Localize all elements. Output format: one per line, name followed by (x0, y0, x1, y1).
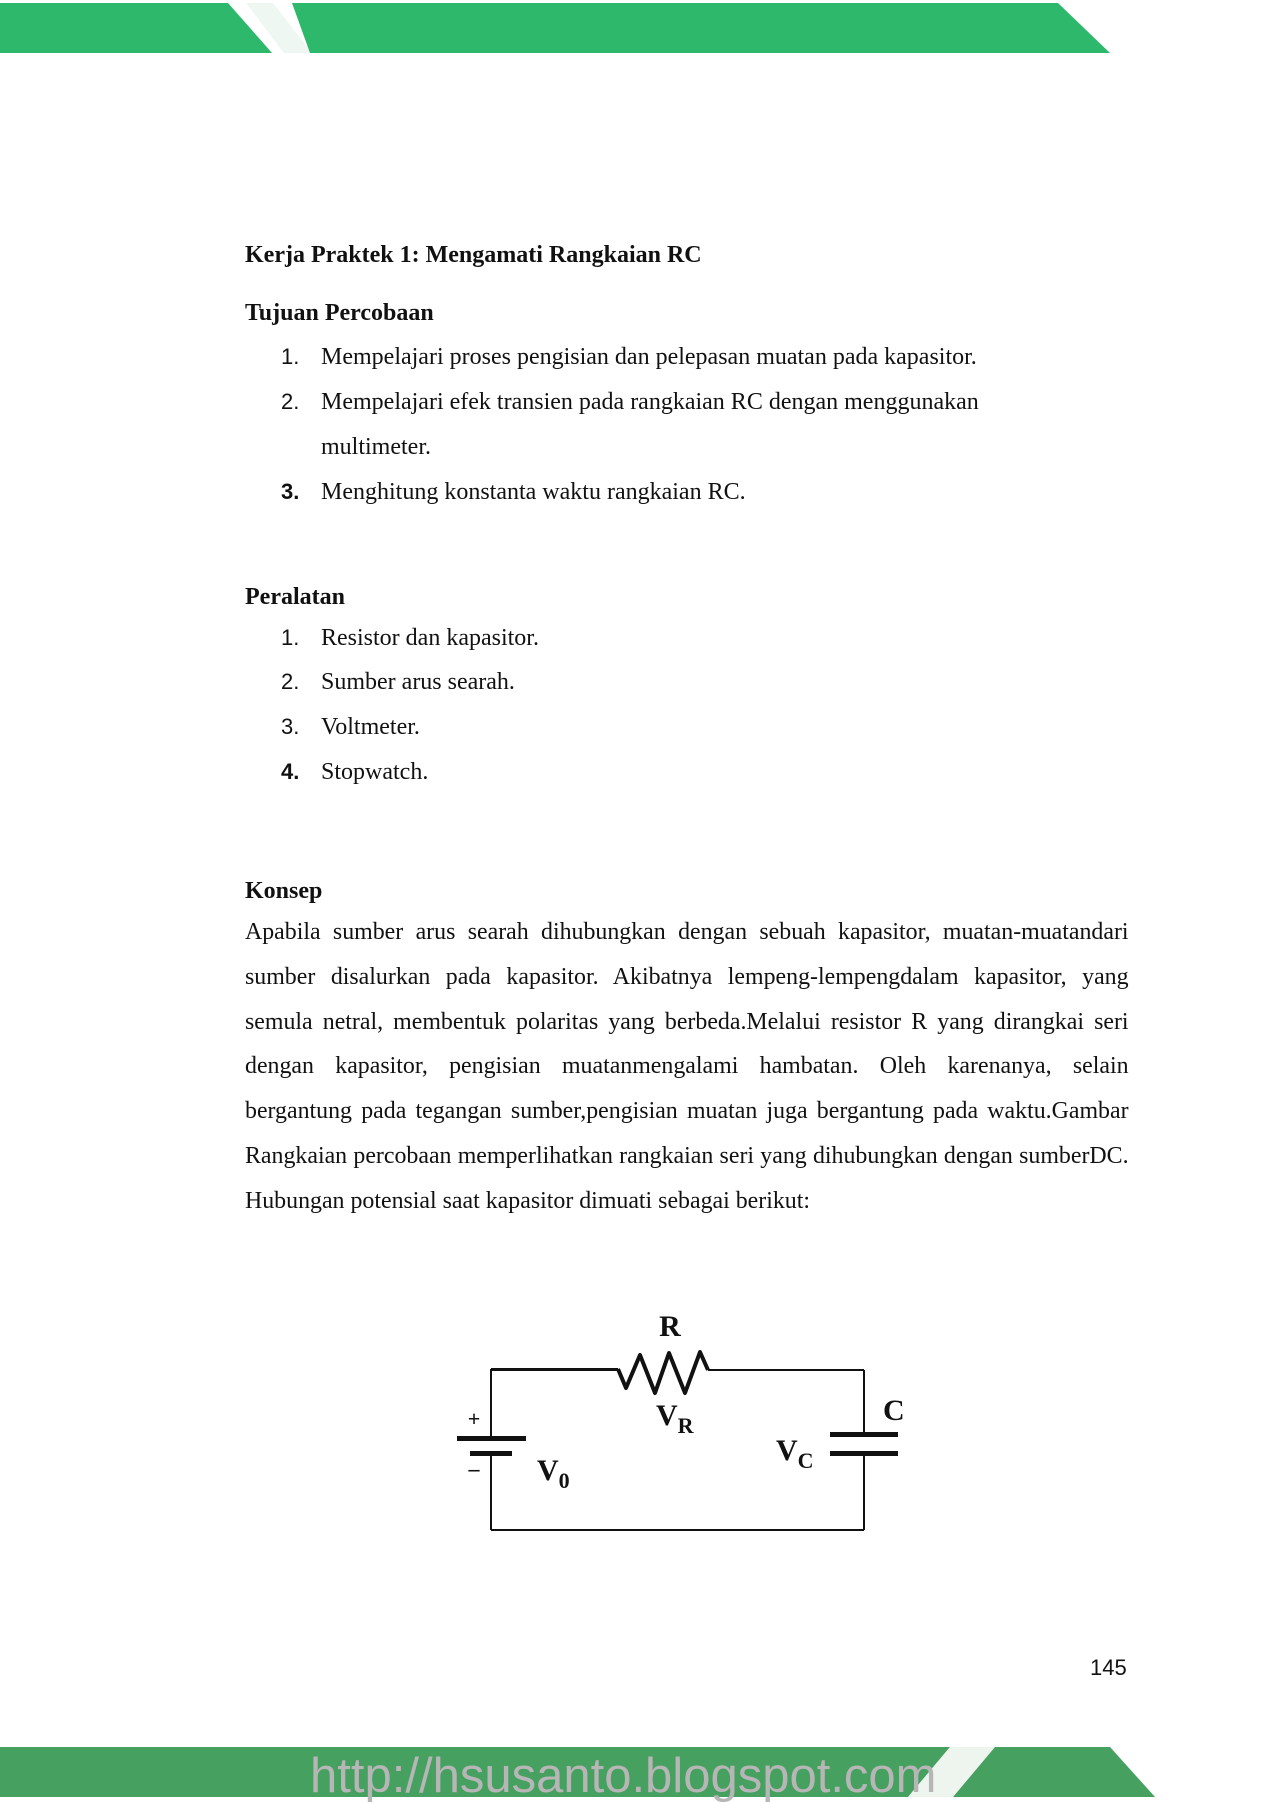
list-text: Resistor dan kapasitor. (321, 625, 539, 651)
footer-url[interactable]: http://hsusanto.blogspot.com (310, 1749, 937, 1803)
konsep-heading: Konsep (245, 878, 323, 904)
tujuan-item-1 (281, 344, 977, 371)
list-text: Stopwatch. (321, 759, 429, 785)
list-number: 4. (281, 759, 300, 784)
capacitor-voltage-label: $V_C$ (776, 1434, 814, 1473)
capacitor-plate-bottom (830, 1451, 898, 1456)
list-text: Voltmeter. (321, 714, 420, 740)
peralatan-item-3 (281, 714, 420, 741)
top-decorative-band (0, 0, 1272, 56)
list-number: 3. (281, 714, 300, 739)
list-number: 3. (281, 479, 300, 504)
source-voltage-label: $V_0$ (537, 1454, 570, 1493)
resistor-label: R (659, 1310, 681, 1343)
tujuan-item-3 (281, 479, 746, 506)
tujuan-item-2-continuation: multimeter. (321, 434, 431, 460)
minus-sign: – (468, 1456, 480, 1481)
resistor-voltage-label: $V_R$ (656, 1399, 694, 1438)
rc-circuit-diagram (440, 1300, 920, 1550)
konsep-paragraph: Apabila sumber arus searah dihubungkan dengan sebuah kapasitor, muatan-muatandari sumber disalurkan pada kapasitor. Akibatnya lempeng-lempengdalam kapasitor, yang semula netral, membentuk polaritas yang berbeda.Melalui resistor R yang dirangkai seri dengan kapasitor, pengisian muatanmengalami hambatan. Oleh karenanya, selain bergantung pada tegangan sumber,pengisian muatan juga bergantung pada waktu.Gambar Rangkaian percobaan memperlihatkan rangkaian seri yang dihubungkan dengan sumberDC. Hubungan potensial saat kapasitor dimuati sebagai berikut: (245, 919, 1129, 1214)
tujuan-heading: Tujuan Percobaan (245, 300, 434, 326)
list-number: 1. (281, 625, 300, 650)
capacitor-plate-top (830, 1432, 898, 1437)
plus-sign: + (467, 1406, 481, 1431)
list-text: Menghitung konstanta waktu rangkaian RC. (321, 479, 746, 505)
list-number: 1. (281, 344, 300, 369)
list-number: 2. (281, 389, 300, 414)
peralatan-item-1 (281, 625, 539, 652)
list-text: Sumber arus searah. (321, 669, 515, 695)
list-number: 2. (281, 669, 300, 694)
list-text: Mempelajari efek transien pada rangkaian RC dengan menggunakan (321, 389, 979, 415)
page-number: 145 (1090, 1655, 1127, 1680)
battery-long-plate (457, 1436, 526, 1441)
list-text: Mempelajari proses pengisian dan pelepasan muatan pada kapasitor. (321, 344, 977, 370)
peralatan-item-2 (281, 669, 515, 696)
tujuan-item-2 (281, 389, 979, 416)
peralatan-heading: Peralatan (245, 584, 345, 610)
capacitor-label: C (883, 1394, 905, 1427)
section-title: Kerja Praktek 1: Mengamati Rangkaian RC (245, 242, 702, 268)
peralatan-item-4 (281, 759, 428, 786)
